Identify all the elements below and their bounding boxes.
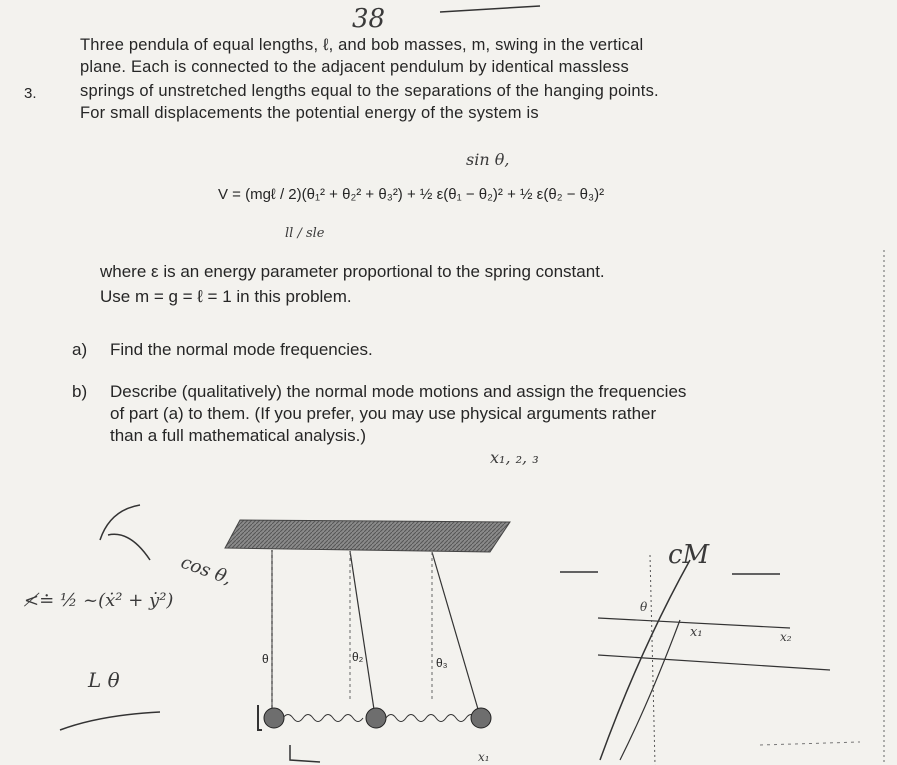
left-formula-annotation: ≮≐ ½ ~(ẋ² + ẏ²) [24, 590, 174, 611]
angle-label-2: θ₂ [352, 650, 364, 664]
part-a-text: Find the normal mode frequencies. [110, 340, 373, 359]
bob-1 [264, 708, 284, 728]
small-handwritten-note: ll ∕ sle [285, 226, 325, 241]
ceiling-support [225, 520, 510, 552]
spring-1 [283, 715, 363, 722]
pendulum-string-2 [350, 551, 375, 716]
where-line: where ε is an energy parameter proportional to the spring constant. [100, 262, 605, 281]
sin-annotation: sin θ, [466, 150, 510, 169]
part-b-text-1: Describe (qualitatively) the normal mode motions and assign the frequencies [110, 382, 687, 401]
problem-line: springs of unstretched lengths equal to the separations of the hanging points. [80, 82, 659, 100]
right-x2-annotation: x₂ [780, 630, 792, 644]
use-line: Use m = g = ℓ = 1 in this problem. [100, 287, 352, 306]
bottom-x-annotation: x₁ [478, 750, 490, 764]
angle-label-3: θ₃ [436, 656, 448, 670]
problem-line: plane. Each is connected to the adjacent pendulum by identical massless [80, 58, 629, 76]
spring-2 [386, 715, 476, 722]
bob-2 [366, 708, 386, 728]
cos-annotation: cos θ, [177, 551, 235, 590]
angle-label-1: θ [262, 652, 269, 666]
problem-line: For small displacements the potential energy of the system is [80, 104, 539, 122]
page-number-handwritten: 38 [352, 4, 386, 34]
problem-number: 3. [24, 85, 37, 102]
potential-energy-equation: V = (mgℓ / 2)(θ₁² + θ₂² + θ₃²) + ½ ε(θ₁ − θ₂)² + ½ ε(θ₂ − θ₃)² [218, 186, 605, 203]
subscripts-annotation: x₁, ₂, ₃ [490, 448, 539, 467]
right-cm-annotation: cM [668, 540, 710, 570]
part-b-text-3: than a full mathematical analysis.) [110, 426, 367, 445]
part-a-label: a) [72, 340, 88, 359]
right-x1-annotation: x₁ [690, 625, 703, 640]
left-lo-annotation: L θ [88, 668, 120, 692]
problem-line: Three pendula of equal lengths, ℓ, and bob masses, m, swing in the vertical [80, 36, 644, 54]
pendulum-string-3 [432, 552, 480, 716]
bob-3 [471, 708, 491, 728]
part-b-text-2: of part (a) to them. (If you prefer, you may use physical arguments rather [110, 404, 657, 423]
right-theta-annotation: θ [640, 600, 648, 614]
part-b-label: b) [72, 382, 88, 401]
